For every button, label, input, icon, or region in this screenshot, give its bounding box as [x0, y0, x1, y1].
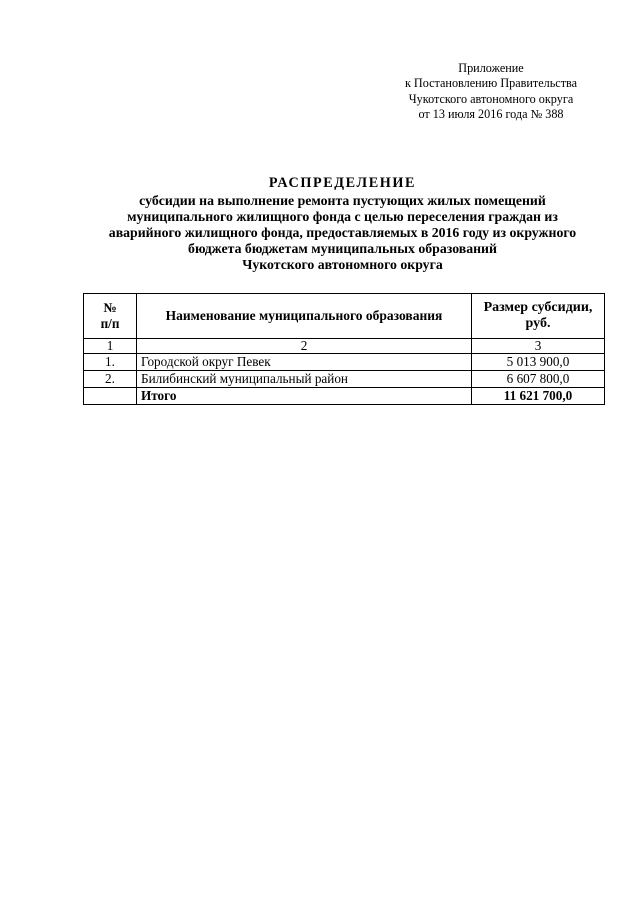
header-num: № п/п [84, 294, 137, 339]
table-row [84, 371, 605, 388]
row-num: 2. [84, 371, 137, 388]
header-amount: Размер субсидии, руб. [472, 294, 605, 339]
subtitle-line: субсидии на выполнение ремонта пустующих жилых помещений [139, 193, 546, 208]
appendix-line: Чукотского автономного округа [408, 91, 574, 106]
appendix-block [395, 61, 587, 123]
total-label: Итого [137, 388, 472, 405]
row-amount: 5 013 900,0 [472, 354, 605, 371]
column-numbers-row [84, 339, 605, 354]
column-number: 2 [137, 339, 472, 354]
total-amount: 11 621 700,0 [472, 388, 605, 405]
header-name: Наименование муниципального образования [137, 294, 472, 339]
distribution-table [83, 293, 605, 405]
table-row [84, 354, 605, 371]
row-name: Городской округ Певек [137, 354, 472, 371]
subtitle-line: муниципального жилищного фонда с целью переселения граждан из [127, 209, 558, 225]
column-number: 3 [472, 339, 605, 354]
document-title: РАСПРЕДЕЛЕНИЕ [268, 175, 417, 191]
table-total-row [84, 388, 605, 405]
appendix-line: Приложение [458, 61, 524, 75]
subtitle-line: бюджета бюджетам муниципальных образований [188, 241, 497, 257]
row-amount: 6 607 800,0 [472, 371, 605, 388]
subtitle-line: Чукотского автономного округа [242, 257, 443, 273]
document-subtitle [80, 193, 605, 273]
row-name: Билибинский муниципальный район [137, 371, 472, 388]
row-num: 1. [84, 354, 137, 371]
appendix-line: к Постановлению Правительства [404, 76, 578, 91]
column-number: 1 [84, 339, 137, 354]
appendix-line: от 13 июля 2016 года № 388 [418, 107, 564, 122]
table-header-row [84, 294, 605, 339]
total-num-empty [84, 388, 137, 405]
document-heading [80, 174, 605, 273]
subtitle-line: аварийного жилищного фонда, предоставляемых в 2016 году из окружного [108, 225, 577, 241]
